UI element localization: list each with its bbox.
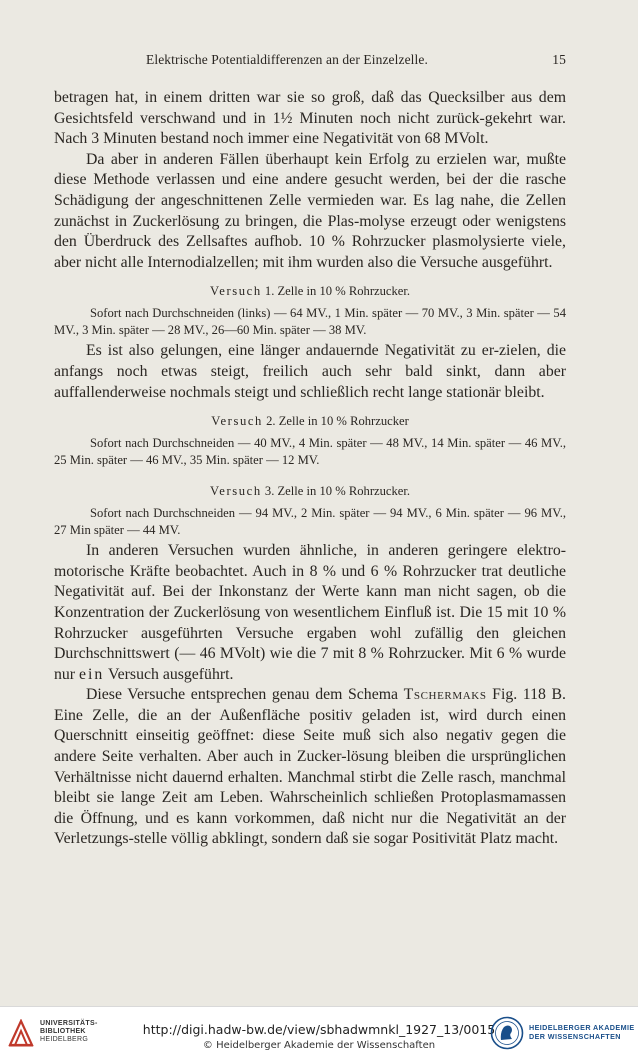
academy-name (529, 1023, 635, 1041)
paragraph-5-text-a: Diese Versuche entsprechen genau dem Schema (86, 686, 399, 704)
experiment-3-title (54, 483, 566, 499)
running-header (54, 52, 566, 72)
paragraph-5-text-b: Fig. 118 B. Eine Zelle, die an der Außenfläche positiv geladen ist, wird durch einen Querschnitt einseitig geöffnet: diese Seite muß sich also negativ gegen die andere Seite verhalten. Aber auch in Zucker-lösung bleiben die ursprünglichen Verhältnisse nicht dauernd erhalten. Manchmal stirbt die Zelle rasch, manchmal bleibt sie lange Zeit am Leben. Wahrscheinlich schließen Protoplasmamassen die Öffnung, und es kann vorkommen, daß nicht nur die Negativität an der Verletzungs-stelle völlig abklingt, sondern daß sie sogar Positivität Platz macht. (54, 686, 567, 848)
uni-name-line-2: BIBLIOTHEK (40, 1028, 86, 1035)
experiment-3-label: Versuch (209, 484, 262, 499)
academy-seal-icon (490, 1016, 524, 1050)
experiment-3-body: Sofort nach Durchschneiden — 94 MV., 2 Min. später — 94 MV., 6 Min. später — 96 MV., 27 Min später — 44 MV. (54, 506, 566, 538)
page-number: 15 (552, 52, 566, 67)
experiment-1-body: Sofort nach Durchschneiden (links) — 64 MV., 1 Min. später — 70 MV., 3 Min. später — 54 MV., 3 Min. später — 28 MV., 26—60 Min. später — 38 MV. (54, 306, 566, 338)
author-name: Tschermaks (403, 686, 487, 704)
paragraph-2: Da aber in anderen Fällen überhaupt kein Erfolg zu erzielen war, mußte diese Methode verlassen und eine andere gesucht werden, bei der die rasche Schädigung der angeschnittenen Zelle vermieden war. Es lag nahe, die Zellen zunächst in Zuckerlösung zu bringen, die Plas-molyse erzeugt oder wenigstens den Überdruck des Zellsaftes aufhob. 10 % Rohrzucker plasmolysierte viele, aber nicht alle Internodialzellen; mit ihm wurden also die Versuche ausgeführt. (54, 150, 566, 271)
paragraph-1: betragen hat, in einem dritten war sie so groß, daß das Quecksilber aus dem Gesichtsfeld verschwand und in 1½ Minuten noch nicht zurück-gekehrt war. Nach 3 Minuten bestand noch immer eine Negativität von 68 MVolt. (54, 89, 566, 148)
emphasis-ein: ein (79, 665, 105, 683)
paragraph-3: Es ist also gelungen, eine länger andauernde Negativität zu er-zielen, die anfangs noch etwas steigt, freilich auch sehr bald sinkt, dann aber auffallenderweise nochmals steigt und schließlich recht lange stationär bleibt. (54, 342, 566, 401)
experiment-1-heading: 1. Zelle in 10 % Rohrzucker. (264, 284, 411, 299)
experiment-2-title (54, 413, 566, 429)
experiment-2-body: Sofort nach Durchschneiden — 40 MV., 4 Min. später — 48 MV., 14 Min. später — 46 MV., 25 Min. später — 46 MV., 35 Min. später — 12 MV. (54, 436, 566, 468)
uni-name-line-3: HEIDELBERG (40, 1036, 89, 1043)
academy-name-line-2: DER WISSENSCHAFTEN (529, 1032, 621, 1041)
body-text (54, 88, 566, 850)
permalink-url[interactable]: http://digi.hadw-bw.de/view/sbhadwmnkl_1927_13/0015 (142, 1022, 496, 1037)
experiment-2-heading: 2. Zelle in 10 % Rohrzucker (266, 414, 409, 429)
viewer-footer (0, 1006, 638, 1058)
experiment-1-label: Versuch (209, 284, 262, 299)
experiment-2-label: Versuch (211, 414, 263, 429)
academy-name-line-1: HEIDELBERGER AKADEMIE (529, 1023, 635, 1032)
running-title: Elektrische Potentialdifferenzen an der Einzelzelle. (146, 52, 428, 67)
paragraph-5 (54, 685, 566, 850)
experiment-3-heading: 3. Zelle in 10 % Rohrzucker. (264, 484, 411, 499)
copyright-notice: © Heidelberger Akademie der Wissenschaften (202, 1040, 436, 1051)
uni-name-line-1: UNIVERSITÄTS- (40, 1020, 98, 1027)
experiment-1-title (54, 283, 566, 299)
paragraph-4 (54, 541, 566, 685)
paragraph-4-text-b: Versuch ausgeführt. (108, 665, 234, 683)
paragraph-4-text-a: In anderen Versuchen wurden ähnliche, in anderen geringere elektro-motorische Kräfte beobachtet. Auch in 8 % und 6 % Rohrzucker trat deutliche Negativität auf. Bei der Inkonstanz der Werte kann man nicht sagen, ob die Konzentration der Zuckerlösung von wesentlichem Einfluß ist. Die 15 mit 10 % Rohrzucker ausgeführten Versuche ergaben wohl zufällig den gleichen Durchschnittswert (— 46 MVolt) wie die 7 mit 8 % Rohrzucker. Mit 6 % wurde nur (54, 542, 566, 683)
